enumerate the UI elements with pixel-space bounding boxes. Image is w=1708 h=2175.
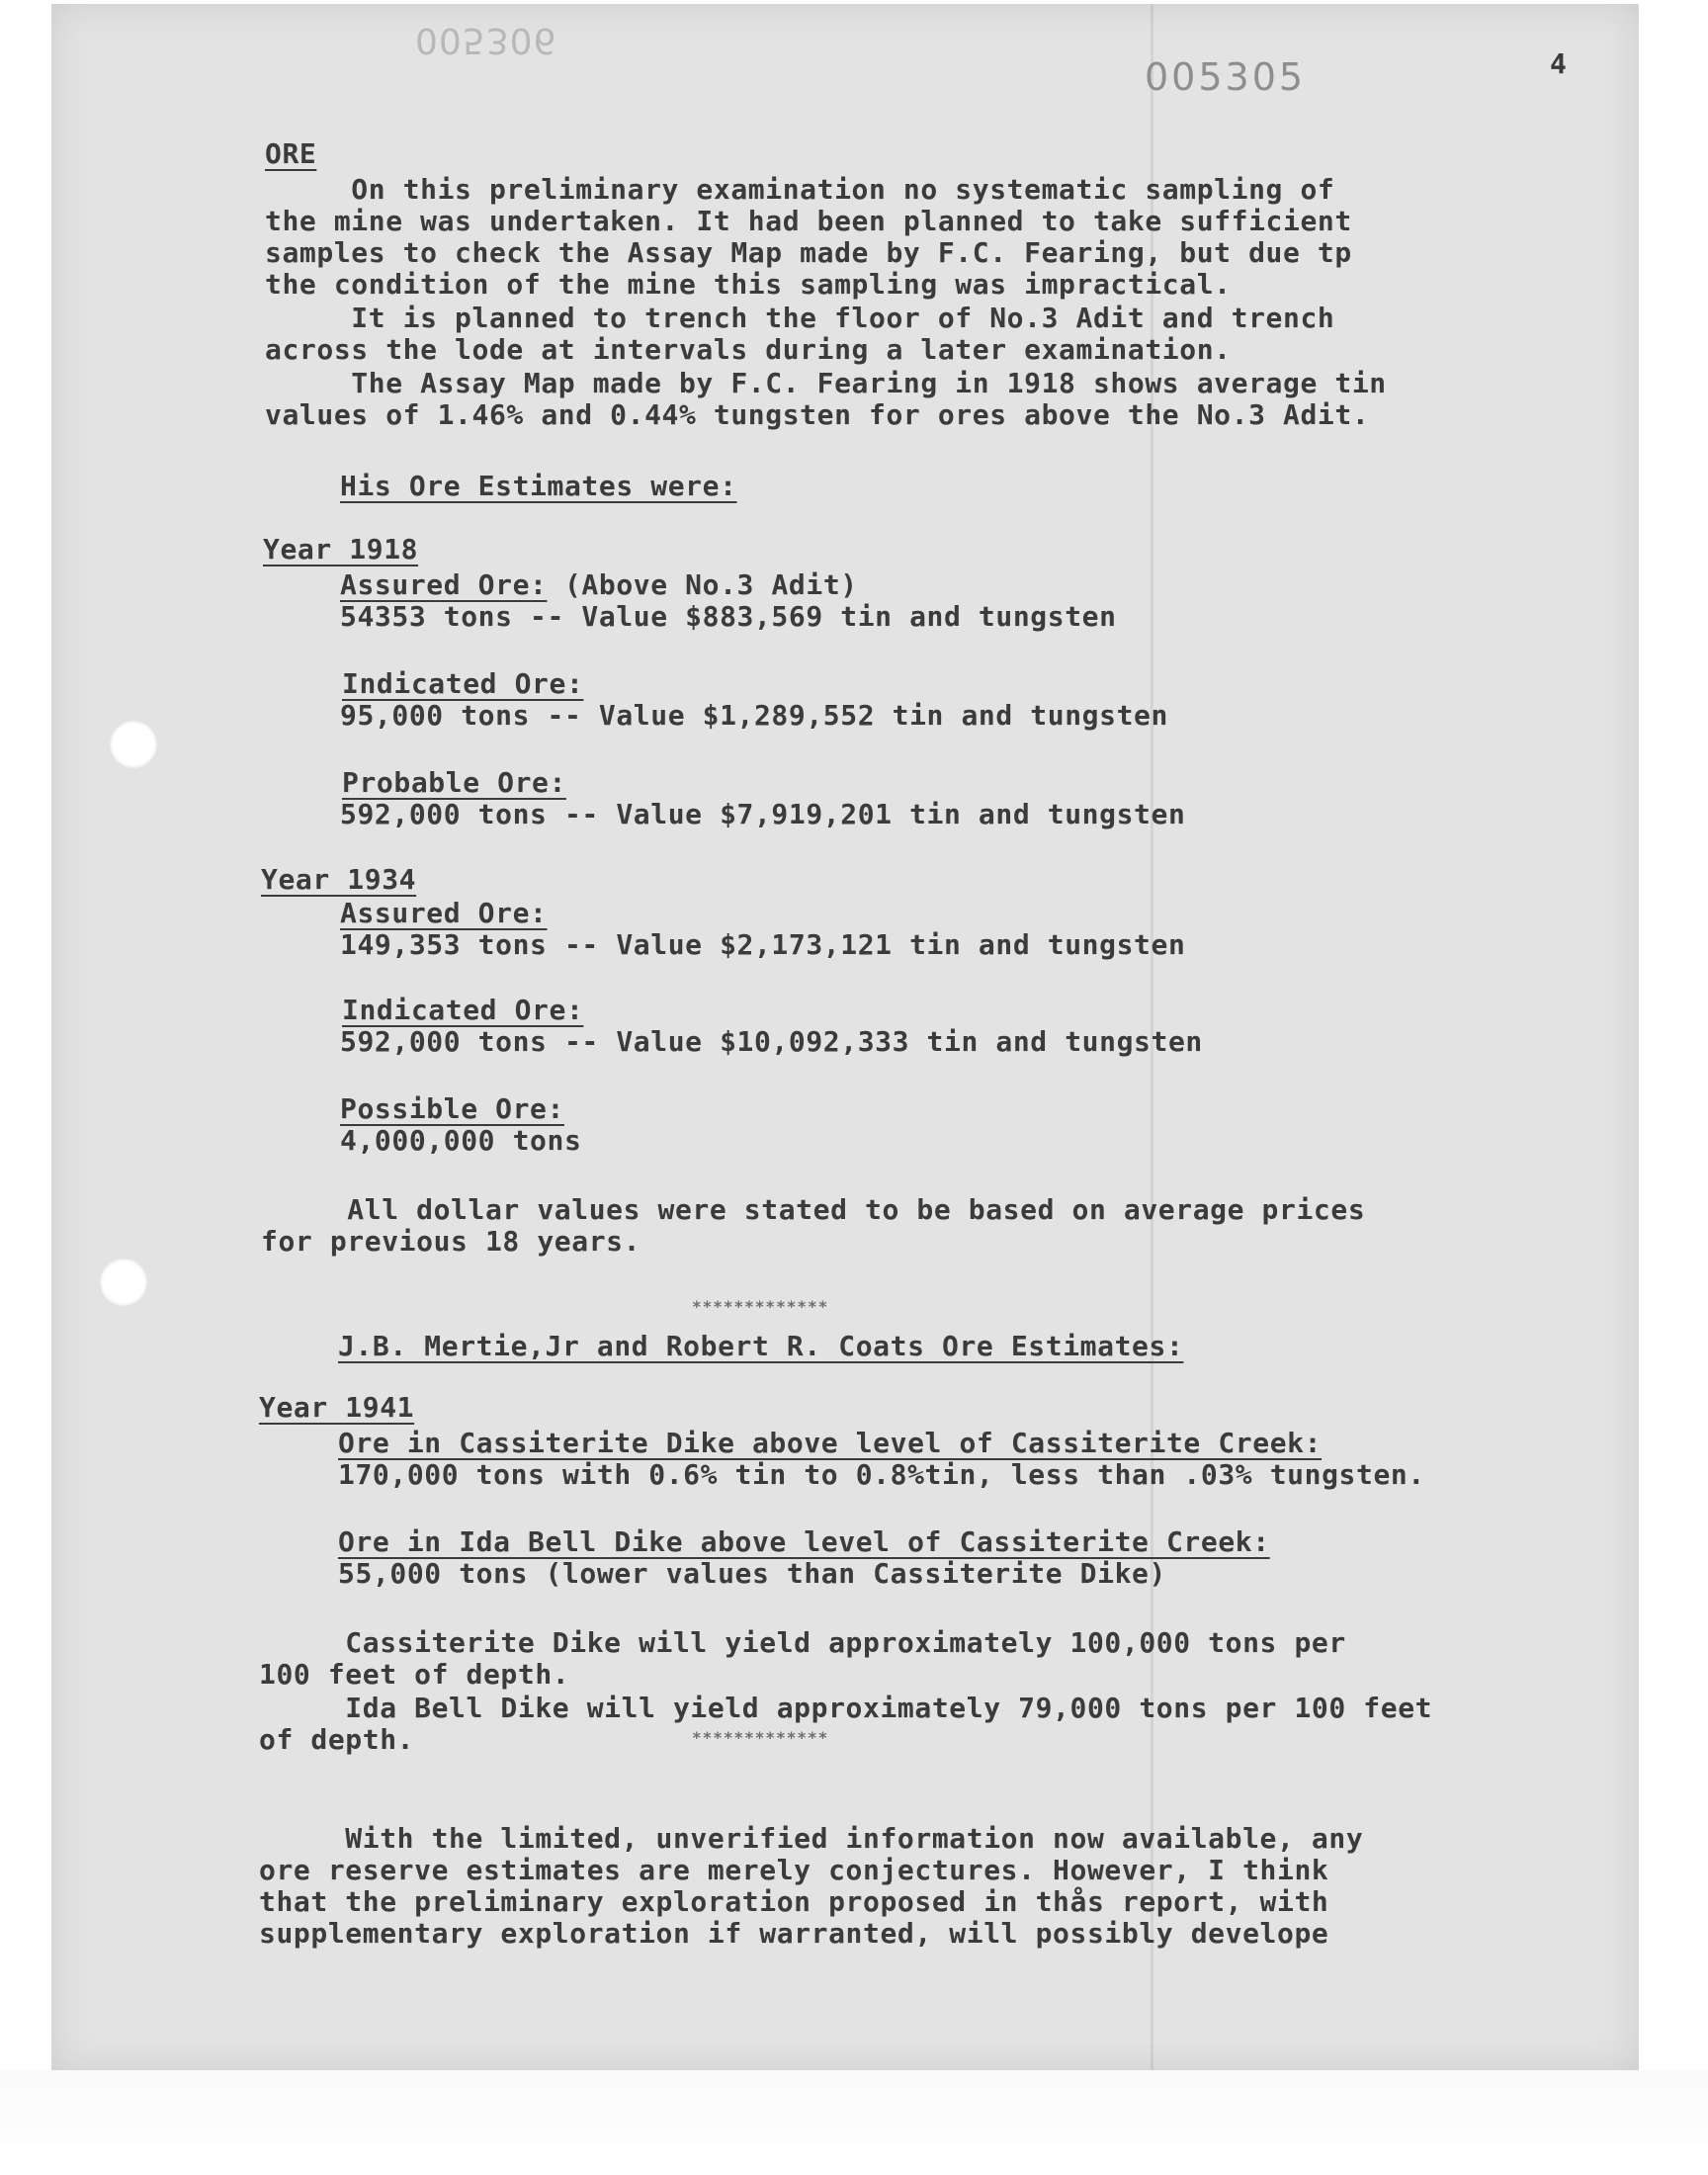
ida-bell-dike-label: Ore in Ida Bell Dike above level of Cassiterite Creek:: [338, 1525, 1270, 1558]
year-1918-label: Year 1918: [263, 533, 419, 566]
probable-ore-1918-value: 592,000 tons -- Value $7,919,201 tin and tungsten: [340, 798, 1186, 830]
ida-bell-dike-value: 55,000 tons (lower values than Cassiterite Dike): [338, 1557, 1166, 1590]
indicated-ore-1918-label: Indicated Ore:: [342, 667, 584, 700]
mertie-coats-heading: J.B. Mertie,Jr and Robert R. Coats Ore Estimates:: [338, 1330, 1184, 1362]
intro-line: the mine was undertaken. It had been planned to take sufficient: [265, 205, 1352, 237]
punch-hole-top: [109, 720, 158, 769]
possible-ore-1934-value: 4,000,000 tons: [340, 1124, 582, 1157]
assured-ore-1934-value: 149,353 tons -- Value $2,173,121 tin and tungsten: [340, 928, 1186, 961]
yield-line: Cassiterite Dike will yield approximately 100,000 tons per: [259, 1626, 1346, 1659]
intro-line: On this preliminary examination no systematic sampling of: [265, 173, 1335, 206]
intro-line: The Assay Map made by F.C. Fearing in 1918 shows average tin: [265, 367, 1387, 399]
punch-hole-bottom: [99, 1258, 148, 1307]
assured-ore-1918: [340, 569, 858, 601]
indicated-ore-1918-value: 95,000 tons -- Value $1,289,552 tin and tungsten: [340, 699, 1168, 732]
page-number: 4: [1550, 47, 1567, 80]
indicated-ore-1934-value: 592,000 tons -- Value $10,092,333 tin and tungsten: [340, 1025, 1203, 1058]
conclusion-line: With the limited, unverified information now available, any: [259, 1822, 1364, 1855]
intro-line: samples to check the Assay Map made by F.C. Fearing, but due tp: [265, 236, 1352, 269]
assured-ore-1934-label: Assured Ore:: [340, 897, 548, 929]
scan-bottom-strip: [0, 2070, 1708, 2175]
mirrored-stamp-number: 005306: [415, 20, 557, 60]
assured-ore-label: Assured Ore:: [340, 568, 548, 601]
conclusion-line: ore reserve estimates are merely conjectures. However, I think: [259, 1854, 1329, 1886]
conclusion-line: that the preliminary exploration proposed in thås report, with: [259, 1885, 1329, 1918]
conclusion-line: supplementary exploration if warranted, will possibly develope: [259, 1917, 1329, 1950]
probable-ore-1918-label: Probable Ore:: [342, 766, 566, 799]
assured-ore-1918-value: 54353 tons -- Value $883,569 tin and tungsten: [340, 600, 1117, 633]
intro-line: It is planned to trench the floor of No.3 Adit and trench: [265, 302, 1335, 334]
yield-line: Ida Bell Dike will yield approximately 79,000 tons per 100 feet: [259, 1692, 1433, 1724]
indicated-ore-1934-label: Indicated Ore:: [342, 994, 584, 1026]
dollar-values-note: All dollar values were stated to be based on average prices: [261, 1193, 1366, 1226]
section-heading-ore: ORE: [265, 137, 317, 170]
dollar-values-note: for previous 18 years.: [261, 1225, 641, 1258]
cassiterite-dike-value: 170,000 tons with 0.6% tin to 0.8%tin, less than .03% tungsten.: [338, 1458, 1425, 1491]
separator-stars: *************: [692, 1297, 829, 1316]
intro-line: across the lode at intervals during a later examination.: [265, 333, 1232, 366]
document-stamp-number: 005305: [1145, 55, 1307, 99]
year-1941-label: Year 1941: [259, 1391, 415, 1424]
separator-stars-2: *************: [692, 1728, 829, 1747]
possible-ore-1934-label: Possible Ore:: [340, 1092, 564, 1125]
year-1934-label: Year 1934: [261, 863, 417, 896]
fearing-estimates-heading: His Ore Estimates were:: [340, 470, 737, 502]
intro-line: the condition of the mine this sampling was impractical.: [265, 268, 1232, 301]
yield-line: 100 feet of depth.: [259, 1658, 570, 1691]
assured-ore-note: (Above No.3 Adit): [547, 568, 858, 601]
cassiterite-dike-label: Ore in Cassiterite Dike above level of Cassiterite Creek:: [338, 1427, 1323, 1459]
yield-line: of depth.: [259, 1723, 415, 1756]
intro-line: values of 1.46% and 0.44% tungsten for ores above the No.3 Adit.: [265, 398, 1370, 431]
